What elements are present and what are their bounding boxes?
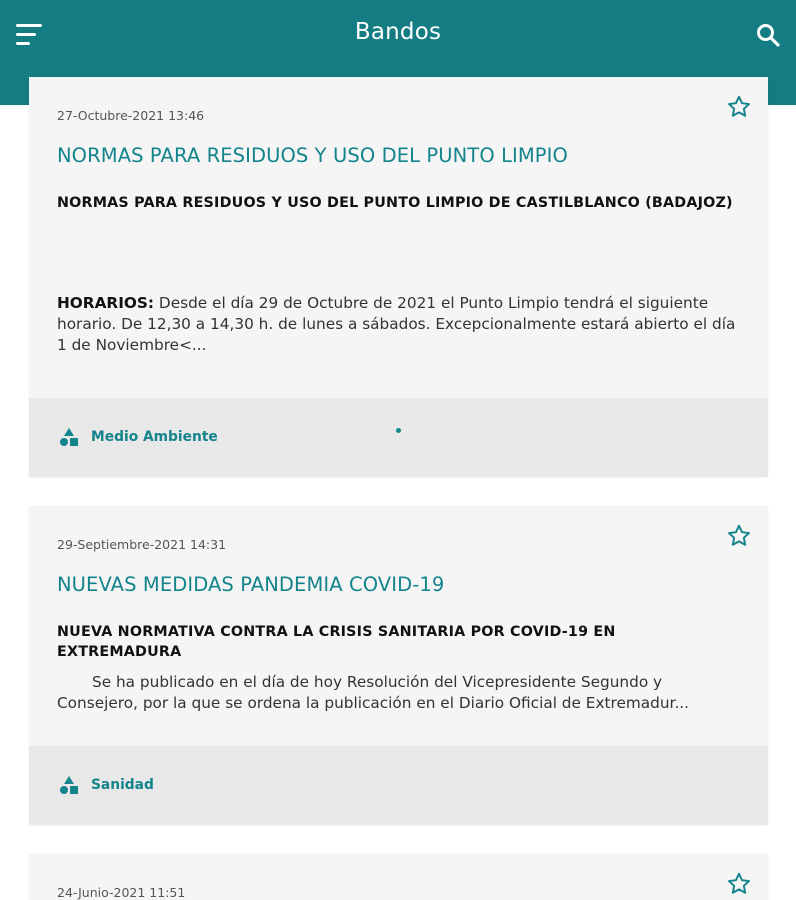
bando-excerpt	[57, 672, 740, 714]
category-label[interactable]: Sanidad	[91, 777, 154, 793]
star-outline-icon[interactable]	[726, 871, 752, 897]
excerpt-label: HORARIOS:	[57, 294, 155, 312]
bando-date: 27-Octubre-2021 13:46	[57, 108, 205, 123]
bando-card[interactable]	[29, 506, 768, 825]
bando-card[interactable]	[29, 854, 768, 900]
bando-subtitle: NORMAS PARA RESIDUOS Y USO DEL PUNTO LIMPIO DE CASTILBLANCO (BADAJOZ)	[57, 195, 733, 211]
excerpt-text: Se ha publicado en el día de hoy Resolución del Vicepresidente Segundo y Consejero, por la que se ordena la publicación en el Diario Oficial de Extremadur...	[57, 673, 690, 712]
bando-excerpt	[57, 293, 740, 356]
bando-subtitle: NUEVA NORMATIVA CONTRA LA CRISIS SANITARIA POR COVID-19 EN EXTREMADURA	[57, 624, 616, 660]
bando-footer	[29, 746, 768, 825]
shapes-icon	[59, 775, 79, 795]
star-outline-icon[interactable]	[726, 94, 752, 120]
excerpt-text: Desde el día 29 de Octubre de 2021 el Punto Limpio tendrá el siguiente horario. De 12,30 a 14,30 h. de lunes a sábados. Excepcionalmente estará abierto el día 1 de Noviembre<...	[57, 294, 736, 354]
bando-date: 29-Septiembre-2021 14:31	[57, 537, 227, 552]
bando-footer	[29, 398, 768, 477]
category-label[interactable]: Medio Ambiente	[91, 429, 218, 445]
search-icon[interactable]	[755, 22, 781, 48]
bando-title[interactable]: NUEVAS MEDIDAS PANDEMIA COVID-19	[57, 573, 445, 596]
star-outline-icon[interactable]	[726, 523, 752, 549]
shapes-icon	[59, 427, 79, 447]
bando-card[interactable]	[29, 77, 768, 477]
bando-date: 24-Junio-2021 11:51	[57, 885, 186, 900]
bandos-list	[29, 77, 768, 900]
bando-title[interactable]: NORMAS PARA RESIDUOS Y USO DEL PUNTO LIMPIO	[57, 144, 568, 167]
indicator-dot	[396, 428, 401, 433]
page-title: Bandos	[354, 19, 442, 45]
